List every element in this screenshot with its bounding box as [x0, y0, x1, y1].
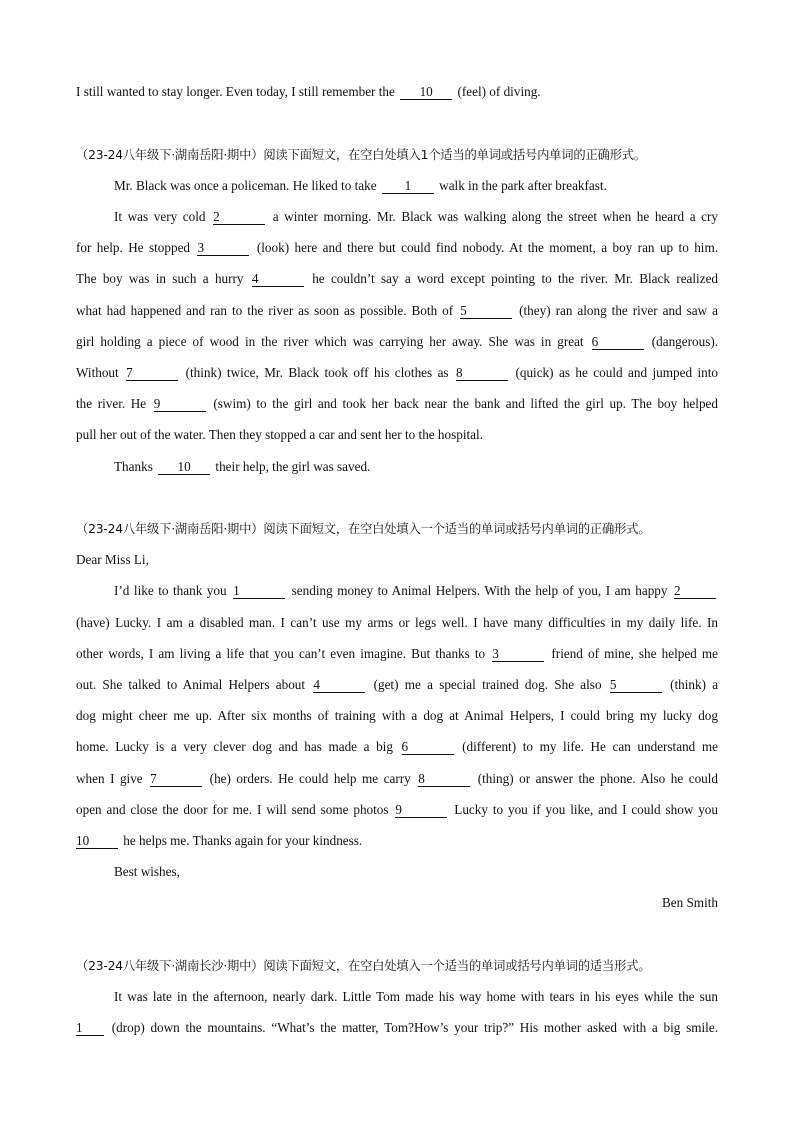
text-line: girl holding a piece of wood in the river which was carrying her away. She was in great 6 (dangerous). — [76, 334, 719, 349]
answer-blank[interactable]: 8 — [418, 771, 470, 787]
text-line: what had happened and ran to the river as soon as possible. Both of 5 (they) ran along the river and saw a — [76, 303, 719, 318]
answer-blank[interactable]: 1 — [382, 178, 434, 194]
answer-blank[interactable]: 10 — [158, 459, 210, 475]
answer-blank[interactable]: 6 — [592, 334, 644, 350]
answer-blank[interactable]: 8 — [456, 365, 508, 381]
answer-blank[interactable]: 2 — [213, 209, 265, 225]
text-line: (have) Lucky. I am a disabled man. I can’t use my arms or legs well. I have many difficulties in my daily life. In — [76, 615, 718, 630]
text-line: open and close the door for me. I will send some photos 9 Lucky to you if you like, and I could show you — [76, 802, 718, 817]
text-line: It was late in the afternoon, nearly dark. Little Tom made his way home with tears in his eyes while the sun — [114, 989, 718, 1004]
answer-blank[interactable]: 4 — [252, 271, 304, 287]
answer-blank[interactable]: 5 — [610, 677, 662, 693]
answer-blank[interactable]: 1 — [76, 1020, 104, 1036]
answer-blank[interactable]: 10 — [76, 833, 118, 849]
answer-blank[interactable]: 4 — [313, 677, 365, 693]
answer-blank[interactable]: 2 — [674, 583, 716, 599]
answer-blank[interactable]: 3 — [492, 646, 544, 662]
text-line: when I give 7 (he) orders. He could help me carry 8 (thing) or answer the phone. Also he could — [76, 771, 719, 786]
text-line: I’d like to thank you 1 sending money to Animal Helpers. With the help of you, I am happy 2 — [114, 581, 718, 601]
text-line: home. Lucky is a very clever dog and has made a big 6 (different) to my life. He can understand me — [76, 739, 718, 754]
text-line: pull her out of the water. Then they stopped a car and sent her to the hospital. — [76, 427, 483, 442]
answer-blank[interactable]: 3 — [197, 240, 249, 256]
answer-blank[interactable]: 5 — [460, 303, 512, 319]
text-line: It was very cold 2 a winter morning. Mr. Black was walking along the street when he heard a cry — [114, 209, 719, 224]
answer-blank[interactable]: 10 — [400, 84, 452, 100]
text-line: Mr. Black was once a policeman. He liked to take 1 walk in the park after breakfast. — [114, 178, 607, 193]
section-header: （23-24八年级下·湖南岳阳·期中）阅读下面短文，在空白处填入1个适当的单词或括号内单词的正确形式。 — [76, 148, 646, 162]
answer-blank[interactable]: 7 — [150, 771, 202, 787]
section-header: （23-24八年级下·湖南岳阳·期中）阅读下面短文，在空白处填入一个适当的单词或括号内单词的正确形式。 — [76, 522, 651, 536]
text-line: 10 he helps me. Thanks again for your kindness. — [76, 833, 363, 848]
answer-blank[interactable]: 9 — [395, 802, 447, 818]
text-line: out. She talked to Animal Helpers about 4 (get) me a special trained dog. She also 5 (think) a — [76, 677, 719, 692]
text-line: other words, I am living a life that you can’t even imagine. But thanks to 3 friend of mine, she helped me — [76, 646, 719, 661]
section-header: （23-24八年级下·湖南长沙·期中）阅读下面短文，在空白处填入一个适当的单词或括号内单词的适当形式。 — [76, 959, 651, 973]
letter-greeting: Dear Miss Li, — [76, 552, 149, 567]
text-line: 1 (drop) down the mountains. “What’s the matter, Tom?How’s your trip?” His mother asked with a big smile. — [76, 1020, 718, 1035]
text-line: the river. He 9 (swim) to the girl and took her back near the bank and lifted the girl up. The boy helped — [76, 396, 718, 411]
answer-blank[interactable]: 9 — [154, 396, 206, 412]
text-line: Without 7 (think) twice, Mr. Black took off his clothes as 8 (quick) as he could and jumped into — [76, 365, 718, 380]
letter-signature: Ben Smith — [661, 895, 718, 910]
text-line: The boy was in such a hurry 4 he couldn’t say a word except pointing to the river. Mr. Black realized — [76, 271, 719, 286]
answer-blank[interactable]: 7 — [126, 365, 178, 381]
text-line: Thanks 10 their help, the girl was saved. — [114, 459, 371, 474]
letter-closing: Best wishes, — [114, 864, 180, 879]
text-line: for help. He stopped 3 (look) here and there but could find nobody. At the moment, a boy ran up to him. — [76, 240, 719, 255]
answer-blank[interactable]: 6 — [402, 739, 454, 755]
answer-blank[interactable]: 1 — [233, 583, 285, 599]
text-line: I still wanted to stay longer. Even today, I still remember the 10 (feel) of diving. — [76, 84, 541, 99]
text-line: dog might cheer me up. After six months of training with a dog at Animal Helpers, I could bring my lucky dog — [76, 708, 718, 723]
